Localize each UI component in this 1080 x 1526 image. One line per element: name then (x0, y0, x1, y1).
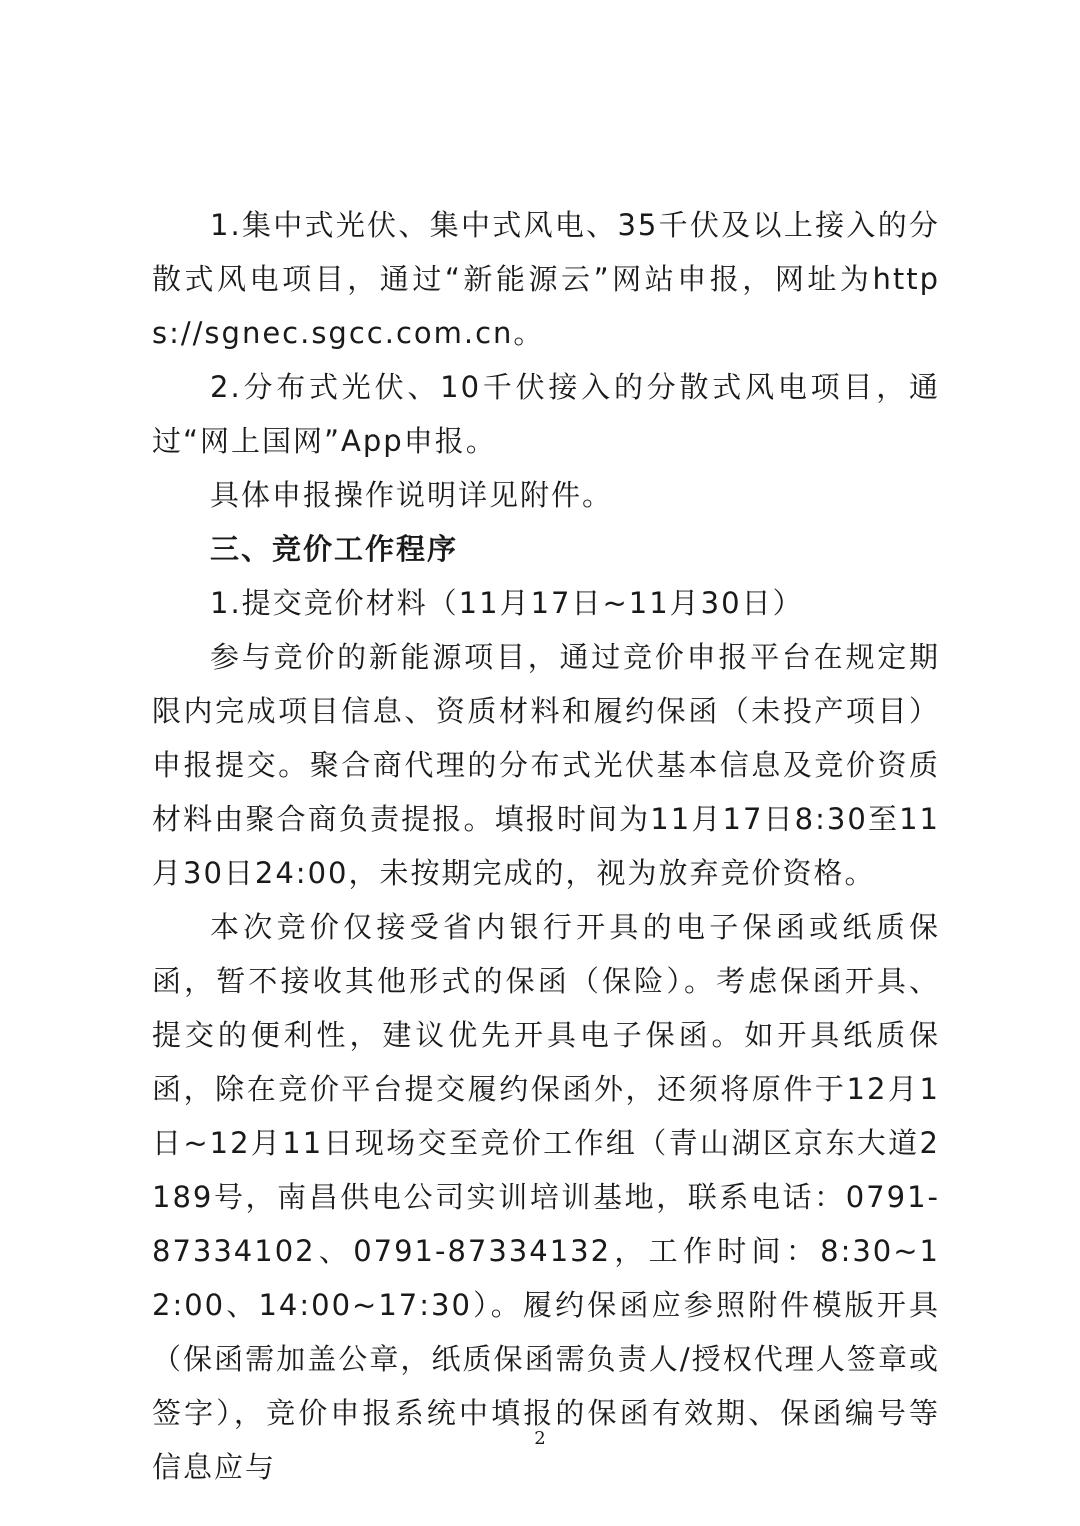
paragraph-submit-materials: 1.提交竞价材料（11月17日~11月30日） (210, 586, 804, 620)
paragraph-participation: 参与竞价的新能源项目，通过竞价申报平台在规定期限内完成项目信息、资质材料和履约保函（未投产项目）申报提交。聚合商代理的分布式光伏基本信息及竞价资质材料由聚合商负责提报。填报时间为11月17日8:30至11月30日24:00，未按期完成的，视为放弃竞价资格。 (152, 640, 940, 890)
page-number: 2 (534, 1428, 546, 1449)
paragraph-centralized-projects: 1.集中式光伏、集中式风电、35千伏及以上接入的分散式风电项目，通过“新能源云”网站申报，网址为https://sgnec.sgcc.com.cn。 (152, 208, 940, 350)
section-heading: 三、竞价工作程序 (210, 532, 459, 566)
paragraph-attachment-note: 具体申报操作说明详见附件。 (210, 478, 614, 512)
paragraph-distributed-projects: 2.分布式光伏、10千伏接入的分散式风电项目，通过“网上国网”App申报。 (152, 370, 940, 458)
paragraph-guarantee: 本次竞价仅接受省内银行开具的电子保函或纸质保函，暂不接收其他形式的保函（保险）。考虑保函开具、提交的便利性，建议优先开具电子保函。如开具纸质保函，除在竞价平台提交履约保函外，还须将原件于12月1日~12月11日现场交至竞价工作组（青山湖区京东大道2189号，南昌供电公司实训培训基地，联系电话：0791-87334102、0791-87334132，工作时间：8:30~12:00、14:00~17:30）。履约保函应参照附件模版开具（保函需加盖公章，纸质保函需负责人/授权代理人签章或签字），竞价申报系统中填报的保函有效期、保函编号等信息应与 (152, 910, 940, 1484)
document-body (152, 198, 940, 1494)
